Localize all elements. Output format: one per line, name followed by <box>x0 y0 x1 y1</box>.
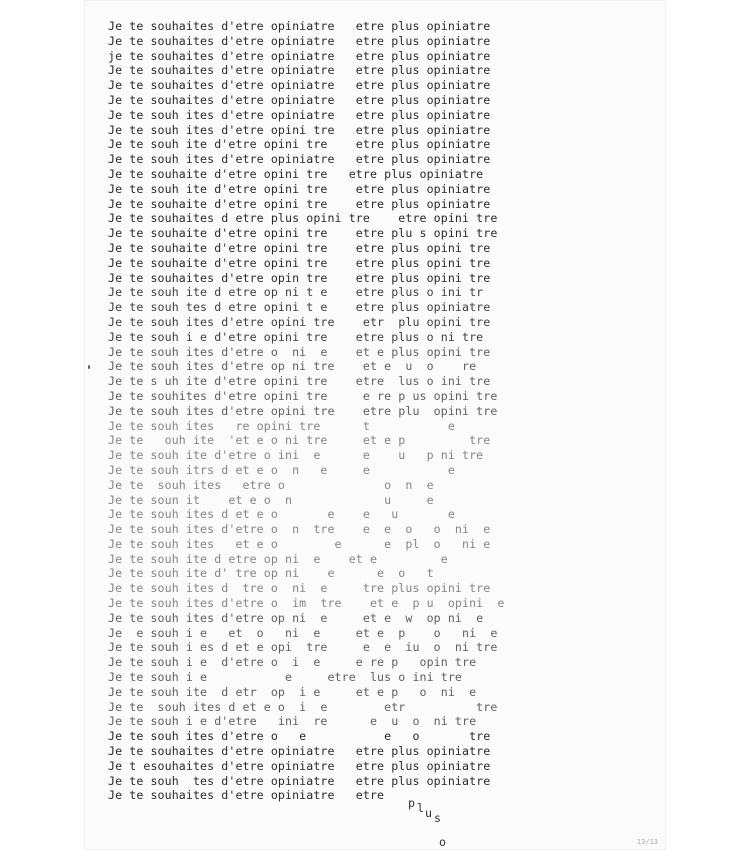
typed-line: Je te souh ites etre o o n e <box>108 477 434 492</box>
typed-line: Je te souh itrs d et e o n e e e <box>108 462 455 477</box>
typed-line: Je te souh ite d'etre o ini e e u p ni tre <box>108 448 484 463</box>
typed-line: Je te soun it et e o n u e <box>108 492 434 507</box>
typed-line: Je te souh ites d'etre opiniatre etre plus opiniatre <box>108 152 491 167</box>
typed-line: Je te souh ites d et e o i e etr tre <box>108 699 498 714</box>
typed-line: Je te souh ites d'etre opini tre etr plu opini tre <box>108 314 491 329</box>
page-corner-note: 13/13 <box>636 838 658 846</box>
typed-line: Je te souhaites d etre plus opini tre etre opini tre <box>108 211 498 226</box>
typed-line: Je te souhaites d'etre opiniatre etre <box>108 788 385 803</box>
tail-letter-l: l <box>417 801 424 815</box>
typed-line: Je te souhites d'etre opini tre e re p us opini tre <box>108 388 498 403</box>
typed-line: Je te souh tes d'etre opiniatre etre plus opiniatre <box>108 773 491 788</box>
typed-line: Je te souh ite d etr op i e et e p o ni e <box>108 684 477 699</box>
typed-line: Je te souh ite d etre op ni t e etre plus o ini tr <box>108 285 484 300</box>
typed-line: Je te souhaite d'etre opini tre etre plus opini tre <box>108 255 491 270</box>
typed-line: Je te souhaite d'etre opini tre etre plus opini tre <box>108 240 491 255</box>
typed-line: Je te souhaites d'etre opiniatre etre plus opiniatre <box>108 78 491 93</box>
typed-line: Je te souh ite d'etre opini tre etre plus opiniatre <box>108 181 491 196</box>
typed-line: Je te souhaite d'etre opini tre etre plus opiniatre <box>108 196 491 211</box>
typed-line: Je te souhaite d'etre opini tre etre plus opiniatre <box>108 166 484 181</box>
typed-line: Je te souh ites d'etre o ni e et e plus opini tre <box>108 344 491 359</box>
typed-line: Je te souh ite d' tre op ni e e o t <box>108 566 434 581</box>
typed-line: Je te souh ite d etre op ni e et e e <box>108 551 448 566</box>
typed-line: Je te souh tes d etre opini t e etre plus opiniatre <box>108 300 491 315</box>
tail-letter-u: u <box>425 806 432 820</box>
tail-letter-o: o <box>439 835 446 849</box>
typed-line: Je te souhaites d'etre opiniatre etre plus opiniatre <box>108 744 491 759</box>
typed-line: Je te souh ites d'etre opiniatre etre plus opiniatre <box>108 107 491 122</box>
typed-line: Je t esouhaites d'etre opiniatre etre plus opiniatre <box>108 758 491 773</box>
typed-line: Je te souh ites d'etre op ni tre et e u o re <box>108 359 477 374</box>
typed-line: Je te souh i e e etre lus o ini tre <box>108 670 463 685</box>
typed-line: Je te souhaite d'etre opini tre etre plu s opini tre <box>108 226 498 241</box>
typed-line: Je te souhaites d'etre opiniatre etre plus opiniatre <box>108 33 491 48</box>
typed-line: Je te souhaites d'etre opiniatre etre plus opiniatre <box>108 92 491 107</box>
stray-mark <box>88 365 90 369</box>
typed-text-block <box>108 19 558 803</box>
tail-letter-p: p <box>408 796 415 810</box>
typed-line: Je te souh ites d'etre op ni e et e w op ni e <box>108 610 484 625</box>
typed-line: Je te souhaites d'etre opiniatre etre plus opiniatre <box>108 19 491 33</box>
typed-line: je te souhaites d'etre opiniatre etre plus opiniatre <box>108 48 491 63</box>
typed-line: Je e souh i e et o ni e et e p o ni e <box>108 625 498 640</box>
typed-line: Je te souh ite d'etre opini tre etre plus opiniatre <box>108 137 491 152</box>
typed-line: Je te souh ites d'etre opini tre etre plu opini tre <box>108 403 498 418</box>
typed-line: Je te souh i e d'etre o i e e re p opin tre <box>108 655 477 670</box>
typed-line: Je te souh ites et e o e e pl o ni e <box>108 536 491 551</box>
typed-line: Je te souh i e d'etre opini tre etre plus o ni tre <box>108 329 484 344</box>
typed-line: Je te souh ites d et e o e e u e <box>108 507 455 522</box>
typed-line: Je te ouh ite 'et e o ni tre et e p tre <box>108 433 491 448</box>
typed-line: Je te souh ites d'etre opini tre etre plus opiniatre <box>108 122 491 137</box>
typed-line: Je te souhaites d'etre opin tre etre plus opini tre <box>108 270 491 285</box>
tail-letter-s: s <box>434 811 441 825</box>
typed-line: Je te souh ites re opini tre t e <box>108 418 455 433</box>
typed-line: Je te s uh ite d'etre opini tre etre lus o ini tre <box>108 374 491 389</box>
typed-line: Je te souh i es d et e opi tre e e iu o ni tre <box>108 640 498 655</box>
typed-line: Je te souhaites d'etre opiniatre etre plus opiniatre <box>108 63 491 78</box>
typed-line: Je te souh ites d tre o ni e tre plus opini tre <box>108 581 491 596</box>
typed-line: Je te souh ites d'etre o n tre e e o o ni e <box>108 522 491 537</box>
typed-line: Je te souh i e d'etre ini re e u o ni tre <box>108 714 477 729</box>
typed-line: Je te souh ites d'etre o im tre et e p u opini e <box>108 596 505 611</box>
typed-line: Je te souh ites d'etre o e e o tre <box>108 729 491 744</box>
